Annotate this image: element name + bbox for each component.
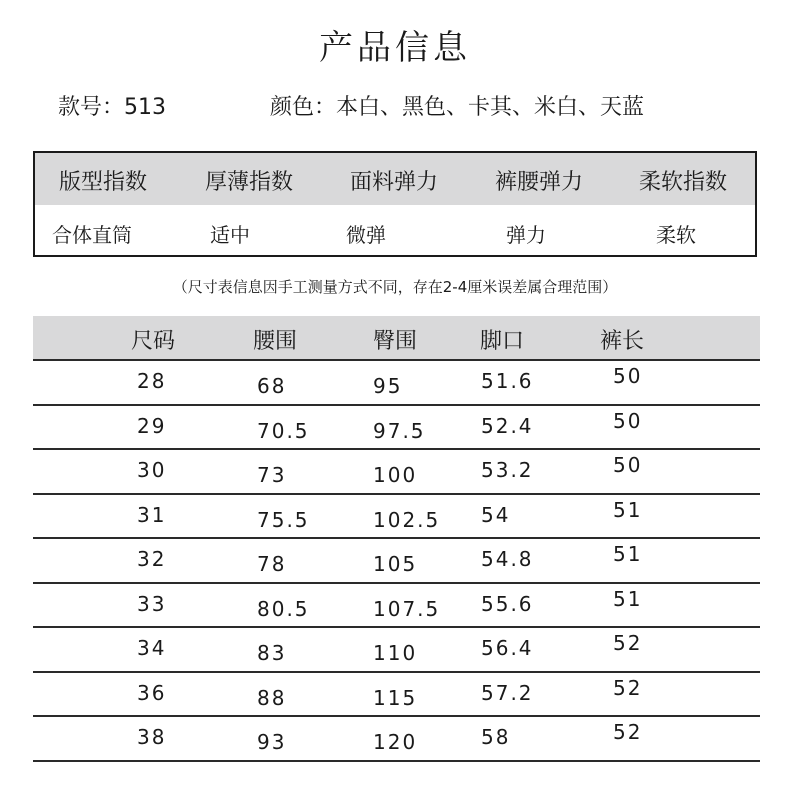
size-cell-waist: 93 <box>257 730 287 754</box>
size-chart <box>33 316 760 762</box>
index-value-waist-stretch: 弹力 <box>506 223 546 247</box>
size-cell-length: 52 <box>613 631 643 655</box>
size-header-size: 尺码 <box>131 329 176 354</box>
index-value-thickness: 适中 <box>210 223 250 247</box>
size-cell-size: 38 <box>137 725 167 749</box>
size-cell-hip: 95 <box>373 374 403 398</box>
size-cell-size: 31 <box>137 502 167 527</box>
table-row <box>33 673 760 718</box>
size-cell-length: 50 <box>613 408 643 433</box>
index-header-softness: 柔软指数 <box>639 170 728 195</box>
size-cell-hip: 107.5 <box>373 596 441 621</box>
size-cell-hip: 100 <box>373 463 418 487</box>
size-cell-hip: 110 <box>373 641 418 665</box>
size-cell-waist: 80.5 <box>257 596 310 621</box>
measurement-note: （尺寸表信息因手工测量方式不同，存在2-4厘米误差属合理范围） <box>172 278 618 296</box>
size-cell-leg-opening: 54 <box>481 502 511 527</box>
size-cell-size: 36 <box>137 680 167 705</box>
size-cell-size: 32 <box>137 547 167 571</box>
size-cell-size: 34 <box>137 636 167 660</box>
table-row <box>33 539 760 584</box>
size-cell-size: 28 <box>137 369 167 393</box>
size-cell-waist: 88 <box>257 685 287 710</box>
size-cell-waist: 68 <box>257 374 287 398</box>
size-cell-hip: 120 <box>373 730 418 754</box>
color-value: 本白、黑色、卡其、米白、天蓝 <box>336 95 645 120</box>
index-header-fit: 版型指数 <box>59 170 148 195</box>
size-cell-waist: 83 <box>257 641 287 665</box>
size-cell-length: 51 <box>613 586 643 611</box>
size-cell-leg-opening: 51.6 <box>481 369 534 393</box>
index-header-thickness: 厚薄指数 <box>205 170 294 195</box>
size-cell-size: 29 <box>137 413 167 438</box>
size-cell-leg-opening: 54.8 <box>481 547 534 571</box>
index-value-row <box>35 205 755 255</box>
size-cell-size: 33 <box>137 591 167 616</box>
size-cell-leg-opening: 58 <box>481 725 511 749</box>
size-cell-leg-opening: 55.6 <box>481 591 534 616</box>
size-cell-hip: 115 <box>373 685 418 710</box>
size-cell-length: 52 <box>613 675 643 700</box>
index-header-fabric-stretch: 面料弹力 <box>350 170 439 195</box>
size-header-row <box>33 316 760 361</box>
size-rows <box>33 361 760 762</box>
size-cell-size: 30 <box>137 458 167 482</box>
style-number-label: 款号： <box>58 95 125 120</box>
table-row <box>33 717 760 762</box>
size-cell-waist: 75.5 <box>257 507 310 532</box>
size-header-length: 裤长 <box>600 329 645 354</box>
size-cell-waist: 78 <box>257 552 287 576</box>
size-cell-length: 51 <box>613 542 643 566</box>
table-row <box>33 584 760 629</box>
size-cell-length: 51 <box>613 497 643 522</box>
size-cell-length: 52 <box>613 720 643 744</box>
color-label: 颜色： <box>270 95 337 120</box>
table-row <box>33 406 760 451</box>
table-row <box>33 450 760 495</box>
table-row <box>33 628 760 673</box>
size-header-hip: 臀围 <box>373 329 418 354</box>
color-options <box>270 90 644 121</box>
index-value-fabric-stretch: 微弹 <box>346 223 386 247</box>
table-row <box>33 361 760 406</box>
page-title: 产品信息 <box>319 28 471 68</box>
size-cell-length: 50 <box>613 453 643 477</box>
size-cell-leg-opening: 56.4 <box>481 636 534 660</box>
size-cell-waist: 70.5 <box>257 418 310 443</box>
size-cell-leg-opening: 52.4 <box>481 413 534 438</box>
style-number <box>58 90 166 121</box>
size-cell-hip: 105 <box>373 552 418 576</box>
size-header-waist: 腰围 <box>253 329 298 354</box>
size-cell-leg-opening: 57.2 <box>481 680 534 705</box>
style-number-value: 513 <box>124 95 167 120</box>
size-cell-hip: 102.5 <box>373 507 441 532</box>
size-cell-length: 50 <box>613 364 643 388</box>
size-cell-leg-opening: 53.2 <box>481 458 534 482</box>
index-header-row <box>35 153 755 205</box>
size-header-leg-opening: 脚口 <box>480 329 525 354</box>
table-row <box>33 495 760 540</box>
index-value-softness: 柔软 <box>656 223 696 247</box>
size-cell-hip: 97.5 <box>373 418 426 443</box>
size-cell-waist: 73 <box>257 463 287 487</box>
product-index-table <box>33 151 757 257</box>
index-header-waist-stretch: 裤腰弹力 <box>495 170 584 195</box>
index-value-fit: 合体直筒 <box>52 223 132 247</box>
